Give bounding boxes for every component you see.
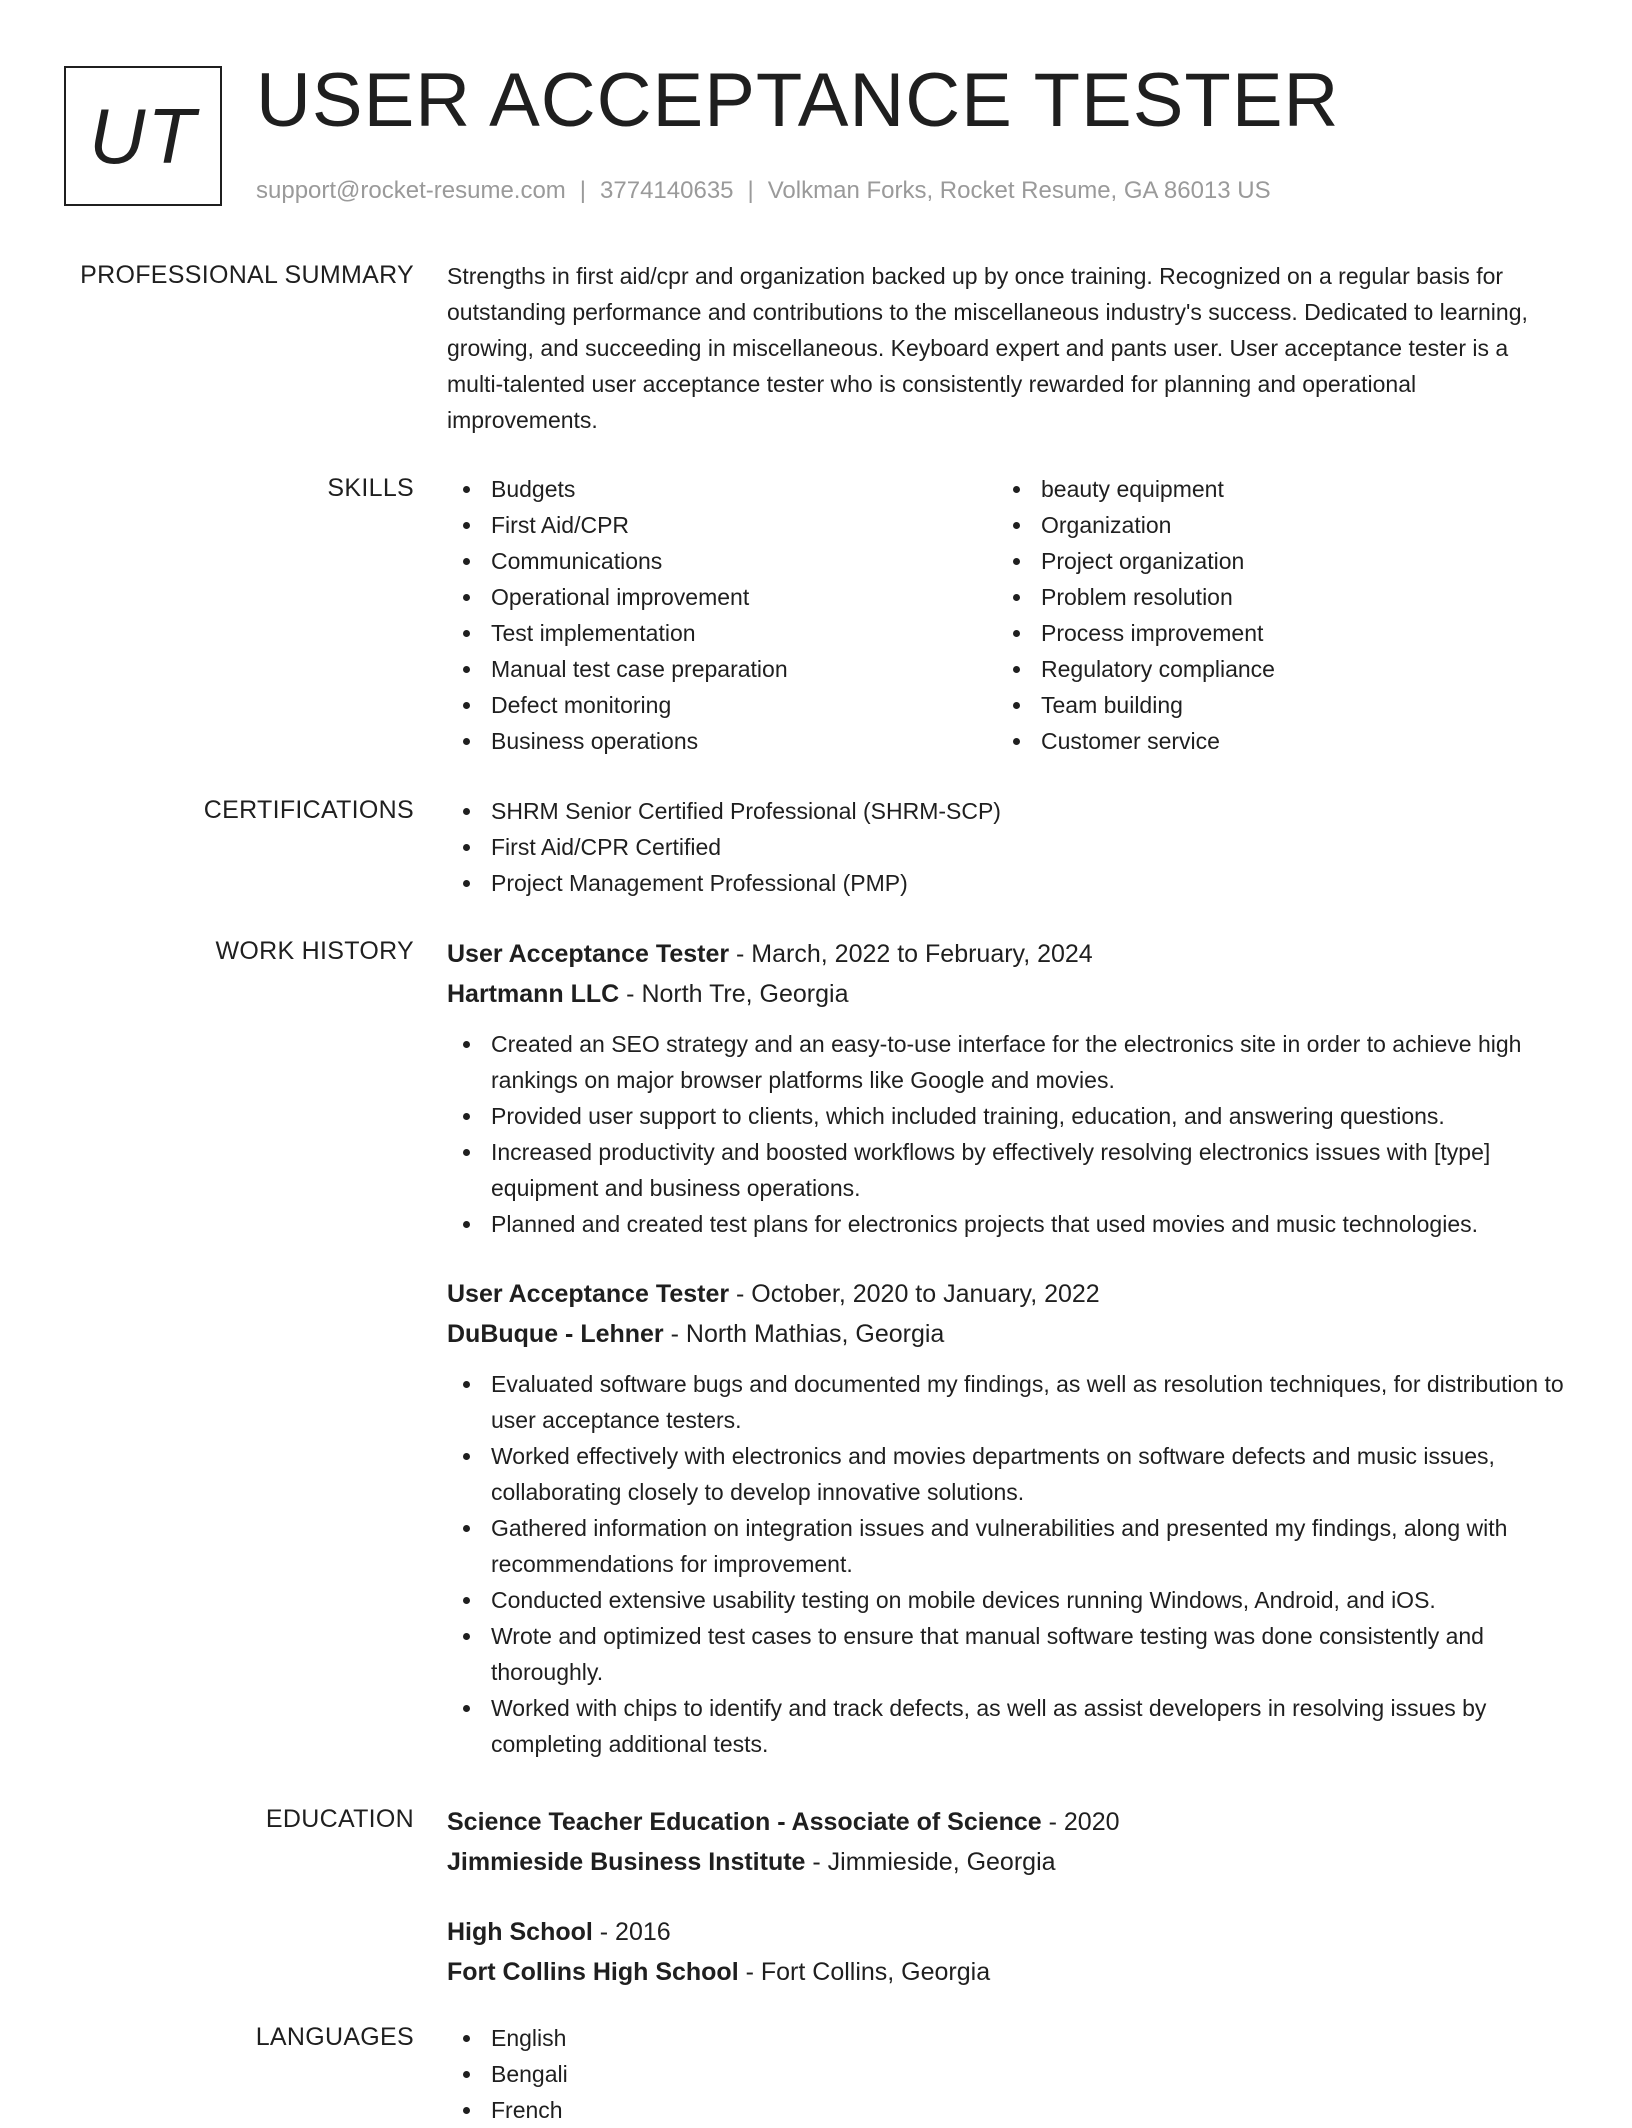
job-location: - North Mathias, Georgia bbox=[663, 1320, 945, 1348]
job-title: User Acceptance Tester bbox=[447, 940, 730, 968]
job-entry bbox=[447, 934, 1567, 1242]
job-title-line bbox=[447, 1274, 1567, 1314]
job-entry bbox=[447, 1274, 1567, 1762]
skill-item: Problem resolution bbox=[997, 579, 1547, 615]
section-label-summary: PROFESSIONAL SUMMARY bbox=[80, 261, 414, 289]
skill-item: Operational improvement bbox=[447, 579, 997, 615]
certification-item: Project Management Professional (PMP) bbox=[447, 865, 1567, 901]
education-body bbox=[447, 1802, 1567, 1992]
section-label-languages: LANGUAGES bbox=[255, 2023, 414, 2051]
skills-list-left bbox=[447, 471, 997, 759]
job-dates: - October, 2020 to January, 2022 bbox=[729, 1280, 1100, 1308]
job-dates: - March, 2022 to February, 2024 bbox=[729, 940, 1093, 968]
skill-item: Budgets bbox=[447, 471, 997, 507]
education-degree-line bbox=[447, 1912, 1567, 1952]
section-label-skills: SKILLS bbox=[327, 474, 414, 502]
job-location: - North Tre, Georgia bbox=[619, 980, 849, 1008]
skill-item: Defect monitoring bbox=[447, 687, 997, 723]
job-duties-list bbox=[447, 1026, 1567, 1242]
job-duty: Created an SEO strategy and an easy-to-use interface for the electronics site in order to achieve high rankings on major browser platforms like Google and movies. bbox=[447, 1026, 1567, 1098]
education-degree: Science Teacher Education - Associate of Science bbox=[447, 1808, 1042, 1836]
job-duty: Planned and created test plans for electronics projects that used movies and music technologies. bbox=[447, 1206, 1567, 1242]
monogram-badge: UT bbox=[64, 66, 222, 206]
education-school-line bbox=[447, 1952, 1567, 1992]
job-duty: Worked effectively with electronics and movies departments on software defects and music issues, collaborating closely to develop innovative solutions. bbox=[447, 1438, 1567, 1510]
job-company-line bbox=[447, 1314, 1567, 1354]
certifications-list bbox=[447, 793, 1567, 901]
contact-line bbox=[256, 174, 1271, 208]
work-history-body bbox=[447, 934, 1567, 1762]
language-item: French bbox=[447, 2092, 1567, 2128]
contact-separator: | bbox=[747, 177, 754, 204]
job-duty: Wrote and optimized test cases to ensure that manual software testing was done consistently and thoroughly. bbox=[447, 1618, 1567, 1690]
skill-item: Project organization bbox=[997, 543, 1547, 579]
job-company: Hartmann LLC bbox=[447, 980, 620, 1008]
language-item: Bengali bbox=[447, 2056, 1567, 2092]
certifications-body bbox=[447, 793, 1567, 901]
skill-item: Process improvement bbox=[997, 615, 1547, 651]
certification-item: First Aid/CPR Certified bbox=[447, 829, 1567, 865]
skills-list-right bbox=[997, 471, 1547, 759]
job-duty: Conducted extensive usability testing on mobile devices running Windows, Android, and iOS. bbox=[447, 1582, 1567, 1618]
job-duty: Gathered information on integration issues and vulnerabilities and presented my findings, along with recommendations for improvement. bbox=[447, 1510, 1567, 1582]
job-company-line bbox=[447, 974, 1567, 1014]
education-degree-line bbox=[447, 1802, 1567, 1842]
language-item: English bbox=[447, 2020, 1567, 2056]
summary-body bbox=[447, 258, 1567, 438]
education-year: - 2020 bbox=[1041, 1808, 1120, 1836]
certification-item: SHRM Senior Certified Professional (SHRM-SCP) bbox=[447, 793, 1567, 829]
education-entry bbox=[447, 1802, 1567, 1882]
job-title-line bbox=[447, 934, 1567, 974]
section-label-work-history: WORK HISTORY bbox=[215, 937, 414, 965]
contact-phone: 3774140635 bbox=[600, 177, 734, 204]
education-degree: High School bbox=[447, 1918, 593, 1946]
contact-separator: | bbox=[579, 177, 587, 204]
skill-item: First Aid/CPR bbox=[447, 507, 997, 543]
skill-item: beauty equipment bbox=[997, 471, 1547, 507]
contact-email: support@rocket-resume.com bbox=[256, 177, 566, 204]
job-duty: Evaluated software bugs and documented my findings, as well as resolution techniques, for distribution to user acceptance testers. bbox=[447, 1366, 1567, 1438]
education-location: - Jimmieside, Georgia bbox=[805, 1848, 1056, 1876]
education-location: - Fort Collins, Georgia bbox=[738, 1958, 991, 1986]
education-school: Fort Collins High School bbox=[447, 1958, 739, 1986]
job-duties-list bbox=[447, 1366, 1567, 1762]
skill-item: Business operations bbox=[447, 723, 997, 759]
contact-address: Volkman Forks, Rocket Resume, GA 86013 US bbox=[767, 177, 1271, 204]
skill-item: Team building bbox=[997, 687, 1547, 723]
section-label-education: EDUCATION bbox=[265, 1805, 414, 1833]
skill-item: Customer service bbox=[997, 723, 1547, 759]
education-school: Jimmieside Business Institute bbox=[447, 1848, 806, 1876]
job-title: User Acceptance Tester bbox=[447, 1280, 730, 1308]
skills-body bbox=[447, 471, 1567, 759]
skill-item: Organization bbox=[997, 507, 1547, 543]
skill-item: Test implementation bbox=[447, 615, 997, 651]
skill-item: Manual test case preparation bbox=[447, 651, 997, 687]
section-label-certifications: CERTIFICATIONS bbox=[203, 796, 414, 824]
education-year: - 2016 bbox=[592, 1918, 671, 1946]
skill-item: Regulatory compliance bbox=[997, 651, 1547, 687]
job-duty: Worked with chips to identify and track defects, as well as assist developers in resolving issues by completing additional tests. bbox=[447, 1690, 1567, 1762]
job-duty: Provided user support to clients, which included training, education, and answering questions. bbox=[447, 1098, 1567, 1134]
page-title: USER ACCEPTANCE TESTER bbox=[256, 58, 1340, 143]
education-entry bbox=[447, 1912, 1567, 1992]
education-school-line bbox=[447, 1842, 1567, 1882]
job-duty: Increased productivity and boosted workflows by effectively resolving electronics issues with [type] equipment and business operations. bbox=[447, 1134, 1567, 1206]
job-company: DuBuque - Lehner bbox=[447, 1320, 664, 1348]
summary-text: Strengths in first aid/cpr and organization backed up by once training. Recognized on a regular basis for outstanding performance and contributions to the miscellaneous industry's success. Dedicated to learning, growing, and succeeding in miscellaneous. Keyboard expert and pants user. User acceptance tester is a multi-talented user acceptance tester who is consistently rewarded for planning and operational improvements. bbox=[447, 263, 1528, 433]
skill-item: Communications bbox=[447, 543, 997, 579]
